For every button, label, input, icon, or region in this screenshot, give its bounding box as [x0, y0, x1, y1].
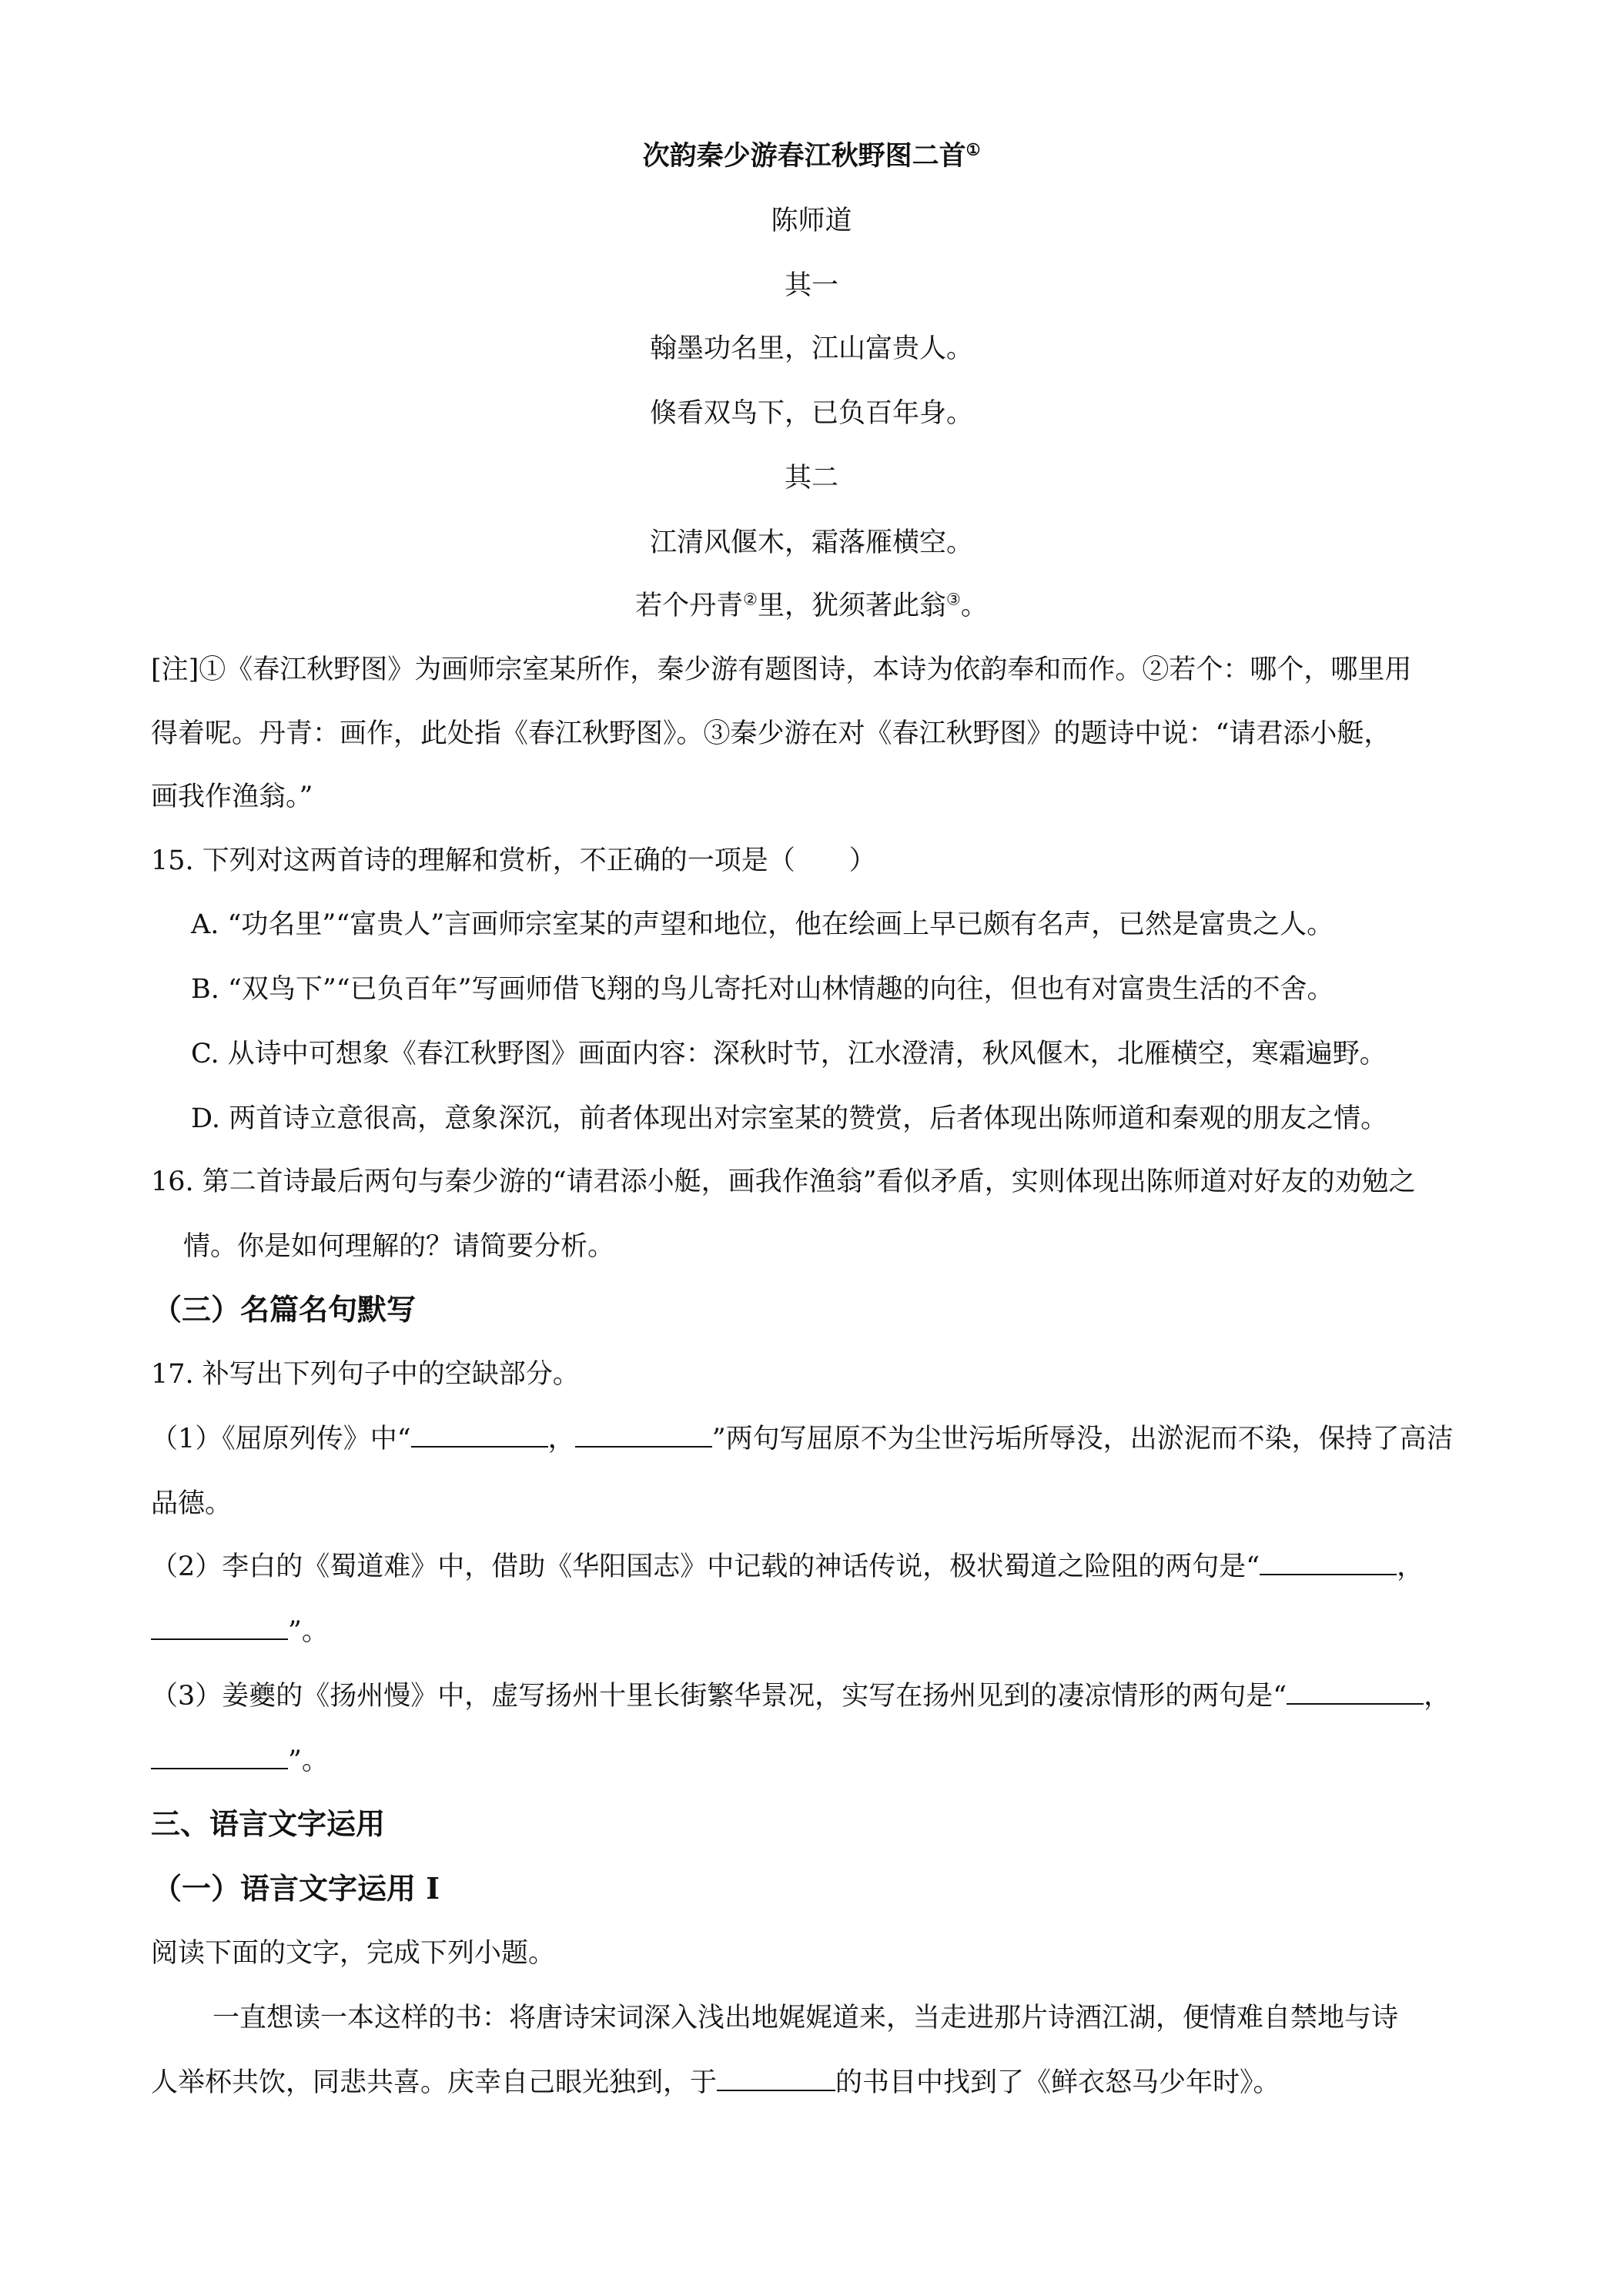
- footnote-marker: ②: [743, 590, 758, 609]
- instruction-text: 阅读下面的文字，完成下列小题。: [151, 1938, 556, 1969]
- question-17-item-1: （1）《屈原列传》中“ ， ”两句写屈原不为尘世污垢所辱没，出淤泥而不染，保持了高洁: [151, 1420, 1475, 1458]
- footnote-marker: ③: [946, 590, 961, 609]
- poem-line: 若个丹青②里，犹须著此翁③。: [635, 590, 988, 621]
- answer-blank[interactable]: [1260, 1549, 1397, 1575]
- note-line: 得着呢。丹青：画作，此处指《春江秋野图》。③秦少游在对《春江秋野图》的题诗中说：“请君添小艇，: [151, 718, 1391, 749]
- answer-blank[interactable]: [411, 1421, 548, 1448]
- question-17-item-3: （3）姜夔的《扬州慢》中，虚写扬州十里长街繁华景况，实写在扬州见到的凄凉情形的两句是“ ，: [151, 1677, 1475, 1715]
- poem-line: 倏看双鸟下，已负百年身。: [649, 398, 973, 429]
- question-17-item-2-cont: ”。: [151, 1612, 1475, 1651]
- question-15-stem: 15. 下列对这两首诗的理解和赏析，不正确的一项是（ ）: [151, 845, 876, 876]
- note-line: [注]①《春江秋野图》为画师宗室某所作，秦少游有题图诗，本诗为依韵奉和而作。②若个：哪个，哪里用: [151, 654, 1412, 685]
- poem-line: 翰墨功名里，江山富贵人。: [649, 333, 973, 364]
- note-line: 画我作渔翁。”: [151, 782, 313, 812]
- poem-title: 次韵秦少游春江秋野图二首①: [642, 139, 981, 172]
- section-heading: （三）名篇名句默写: [152, 1292, 417, 1327]
- footnote-marker: ①: [965, 139, 981, 159]
- sub-section-heading: （一）语言文字运用 I: [152, 1871, 440, 1906]
- poem-author: 陈师道: [771, 206, 852, 236]
- option-b: B. “双鸟下”“已负百年”写画师借飞翔的鸟儿寄托对山林情趣的向往，但也有对富贵生活的不舍。: [191, 974, 1334, 1005]
- poem-part-label: 其一: [784, 270, 838, 301]
- poem-line: 江清风偃木，霜落雁横空。: [649, 527, 973, 558]
- question-17-item-1-cont: 品德。: [151, 1488, 233, 1519]
- question-16-line: 情。你是如何理解的？请简要分析。: [183, 1231, 615, 1262]
- option-d: D. 两首诗立意很高，意象深沉，前者体现出对宗室某的赞赏，后者体现出陈师道和秦观的朋友之情。: [191, 1103, 1388, 1134]
- answer-blank[interactable]: [151, 1614, 288, 1640]
- question-17-item-2: （2）李白的《蜀道难》中，借助《华阳国志》中记载的神话传说，极状蜀道之险阻的两句是“ ，: [151, 1548, 1475, 1586]
- option-c: C. 从诗中可想象《春江秋野图》画面内容：深秋时节，江水澄清，秋风偃木，北雁横空，寒霜遍野。: [191, 1039, 1387, 1069]
- reading-paragraph-line: 人举杯共饮，同悲共喜。庆幸自己眼光独到，于 的书目中找到了《鲜衣怒马少年时》。: [151, 2063, 1475, 2102]
- option-a: A. “功名里”“富贵人”言画师宗室某的声望和地位，他在绘画上早已颇有名声，已然是富贵之人。: [191, 909, 1334, 940]
- poem-part-label: 其二: [784, 463, 838, 494]
- answer-blank[interactable]: [717, 2065, 835, 2091]
- question-17-stem: 17. 补写出下列句子中的空缺部分。: [151, 1359, 580, 1390]
- answer-blank[interactable]: [1287, 1678, 1424, 1705]
- question-16-line: 16. 第二首诗最后两句与秦少游的“请君添小艇，画我作渔翁”看似矛盾，实则体现出陈师道对好友的劝勉之: [151, 1166, 1416, 1197]
- answer-blank[interactable]: [575, 1421, 712, 1448]
- question-17-item-3-cont: ”。: [151, 1742, 1475, 1780]
- part-heading: 三、语言文字运用: [151, 1806, 386, 1841]
- answer-blank[interactable]: [151, 1743, 288, 1769]
- reading-paragraph-line: 一直想读一本这样的书：将唐诗宋词深入浅出地娓娓道来，当走进那片诗酒江湖，便情难自禁地与诗: [212, 2003, 1399, 2033]
